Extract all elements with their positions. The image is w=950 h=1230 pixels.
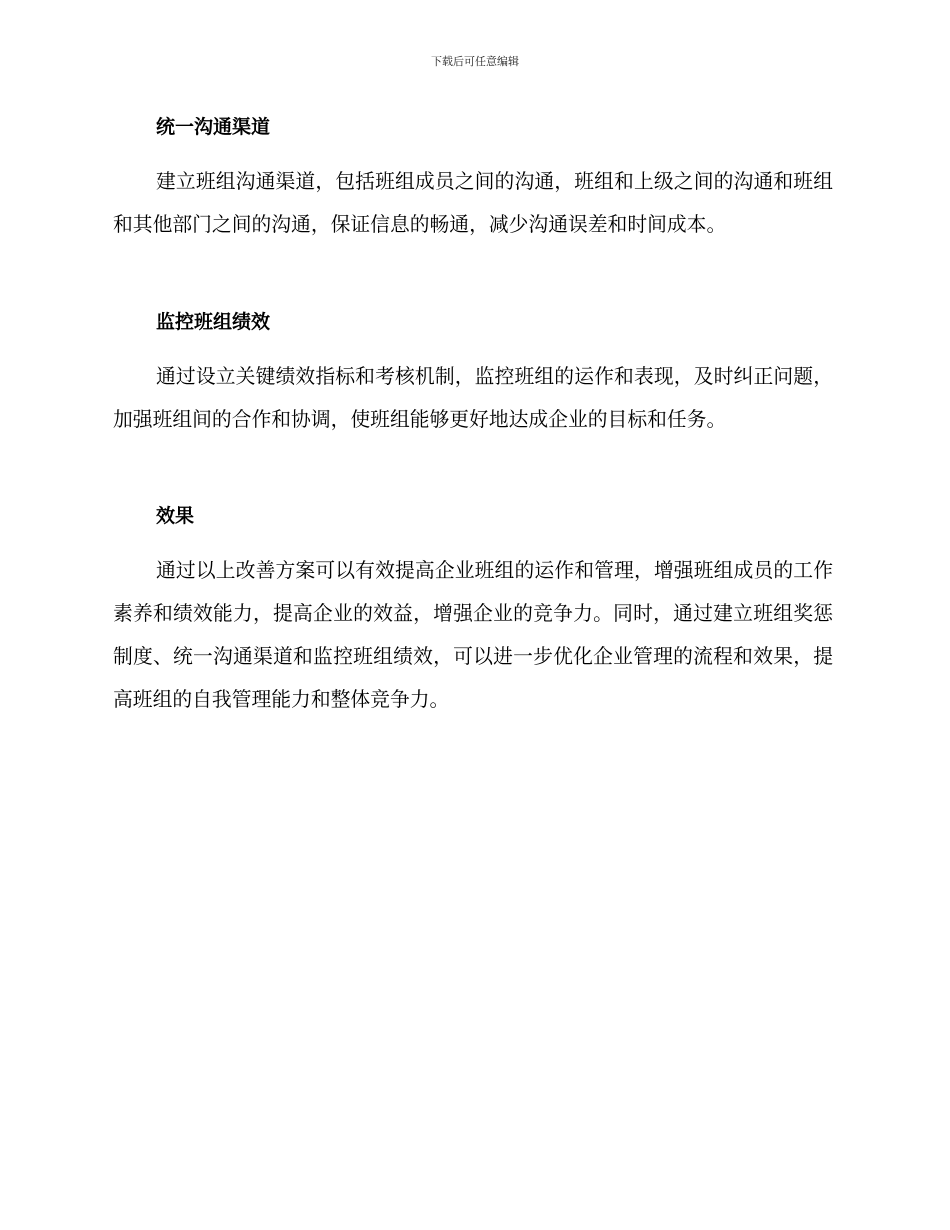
section-paragraph-performance: 通过设立关键绩效指标和考核机制，监控班组的运作和表现，及时纠正问题，加强班组间的合作和协调，使班组能够更好地达成企业的目标和任务。 — [113, 365, 833, 431]
section-heading-effect: 效果 — [156, 505, 195, 527]
section-paragraph-effect: 通过以上改善方案可以有效提高企业班组的运作和管理，增强班组成员的工作素养和绩效能力，提高企业的效益，增强企业的竞争力。同时，通过建立班组奖惩制度、统一沟通渠道和监控班组绩效，可以进一步优化企业管理的流程和效果，提高班组的自我管理能力和整体竞争力。 — [113, 559, 833, 711]
page-header: 下载后可任意编辑 — [431, 55, 519, 68]
section-paragraph-communication: 建立班组沟通渠道，包括班组成员之间的沟通，班组和上级之间的沟通和班组和其他部门之间的沟通，保证信息的畅通，减少沟通误差和时间成本。 — [113, 170, 833, 236]
section-heading-performance: 监控班组绩效 — [156, 311, 271, 333]
section-heading-communication: 统一沟通渠道 — [156, 116, 271, 138]
